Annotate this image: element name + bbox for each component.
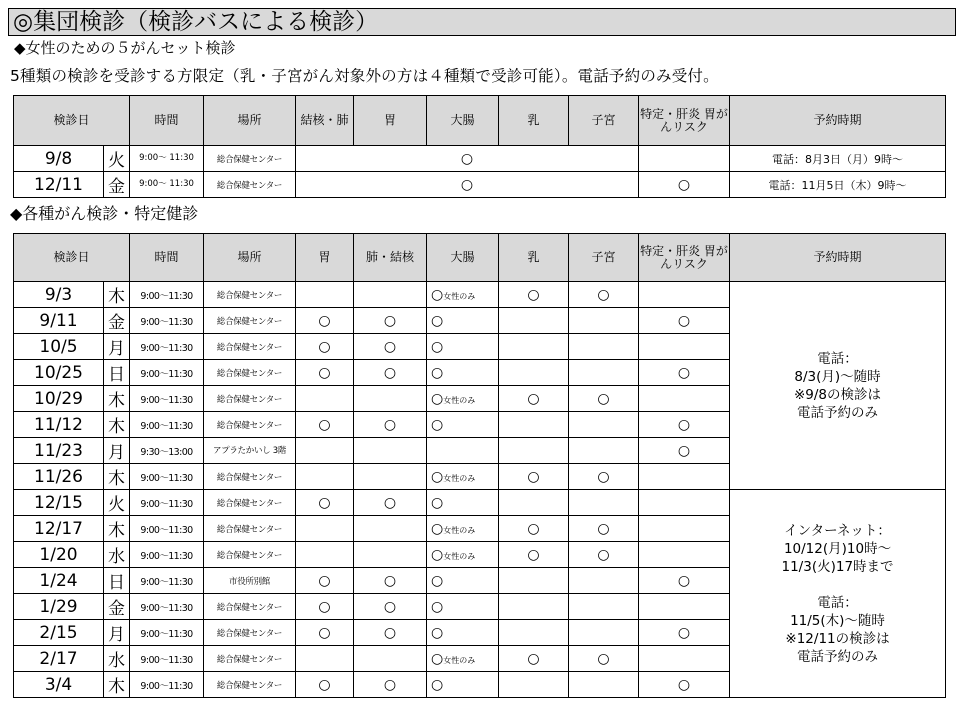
uterus-mark: ○ [569,646,639,672]
tokutei-mark [639,334,730,360]
colon-mark [427,282,499,308]
colon-symbol: ○ [431,286,444,303]
stomach-mark: ○ [296,334,354,360]
breast-mark: ○ [499,386,569,412]
colon-symbol: ○ [431,468,444,485]
exam-day: 木 [104,464,130,490]
exam-time: 9:00～11:30 [130,360,204,386]
colon-mark: ○ [427,360,499,386]
tokutei-mark [639,594,730,620]
colon-mark [427,542,499,568]
exam-date: 11/26 [14,464,104,490]
uterus-mark [569,490,639,516]
stomach-mark [296,542,354,568]
exam-time: 9:00～ 11:30 [130,146,204,172]
exam-day: 月 [104,438,130,464]
stomach-mark [296,516,354,542]
exam-day: 月 [104,334,130,360]
exam-day: 金 [104,172,130,198]
exam-date: 1/20 [14,542,104,568]
lung-mark [354,464,427,490]
colon-mark: ○ [427,672,499,698]
header-breast: 乳 [499,234,569,282]
colon-mark: ○ [427,620,499,646]
breast-mark [499,490,569,516]
lung-mark: ○ [354,490,427,516]
tokutei-mark: ○ [639,672,730,698]
stomach-mark: ○ [296,308,354,334]
uterus-mark [569,360,639,386]
exam-date: 2/17 [14,646,104,672]
header-date: 検診日 [14,234,130,282]
lung-mark: ○ [354,308,427,334]
reserve-period-a: 電話： 8/3(月)～随時 ※9/8の検診は 電話予約のみ [730,282,946,490]
exam-day: 木 [104,516,130,542]
header-lung: 結核・肺 [296,96,354,146]
lung-mark [354,386,427,412]
exam-date: 12/11 [14,172,104,198]
exam-time: 9:00～ 11:30 [130,172,204,198]
tokutei-mark [639,542,730,568]
stomach-mark: ○ [296,360,354,386]
female-only-note: 女性のみ [443,395,476,405]
colon-mark: ○ [427,568,499,594]
header-reserve: 予約時期 [730,96,946,146]
breast-mark [499,360,569,386]
header-time: 時間 [130,96,204,146]
exam-place: 総合保健センター [204,282,296,308]
exam-time: 9:00～11:30 [130,594,204,620]
exam-place: 総合保健センター [204,146,296,172]
lung-mark [354,282,427,308]
table-row [14,490,946,516]
exam-date: 1/24 [14,568,104,594]
set-mark: ○ [296,146,639,172]
colon-symbol: ○ [431,650,444,667]
uterus-mark: ○ [569,386,639,412]
exam-place: 総合保健センター [204,464,296,490]
uterus-mark [569,594,639,620]
colon-mark: ○ [427,334,499,360]
header-date: 検診日 [14,96,130,146]
tokutei-mark: ○ [639,568,730,594]
tokutei-mark: ○ [639,438,730,464]
header-place: 場所 [204,234,296,282]
exam-place: 総合保健センター [204,360,296,386]
exam-day: 金 [104,594,130,620]
breast-mark [499,308,569,334]
lung-mark: ○ [354,360,427,386]
stomach-mark: ○ [296,594,354,620]
exam-date: 2/15 [14,620,104,646]
breast-mark: ○ [499,542,569,568]
exam-date: 12/15 [14,490,104,516]
uterus-mark [569,438,639,464]
lung-mark [354,438,427,464]
uterus-mark [569,568,639,594]
tokutei-mark [639,146,730,172]
table-header-row [14,96,946,146]
colon-mark: ○ [427,594,499,620]
exam-time: 9:00～11:30 [130,568,204,594]
header-colon: 大腸 [427,96,499,146]
exam-day: 月 [104,620,130,646]
exam-time: 9:00～11:30 [130,308,204,334]
header-time: 時間 [130,234,204,282]
female-only-note: 女性のみ [443,473,476,483]
exam-time: 9:00～11:30 [130,464,204,490]
page-title: ◎集団検診（検診バスによる検診） [8,8,956,36]
uterus-mark: ○ [569,516,639,542]
breast-mark [499,438,569,464]
exam-place: アプラたかいし 3階 [204,438,296,464]
uterus-mark [569,672,639,698]
header-uterus: 子宮 [569,96,639,146]
exam-place: 総合保健センター [204,172,296,198]
section1-note: 5種類の検診を受診する方限定（乳・子宮がん対象外の方は４種類で受診可能）。電話予約のみ受付。 [10,67,719,85]
female-only-note: 女性のみ [443,525,476,535]
exam-place: 総合保健センター [204,308,296,334]
uterus-mark: ○ [569,542,639,568]
table-row [14,172,946,198]
exam-place: 総合保健センター [204,620,296,646]
exam-date: 9/3 [14,282,104,308]
tokutei-mark [639,516,730,542]
breast-mark: ○ [499,282,569,308]
exam-time: 9:00～11:30 [130,490,204,516]
colon-symbol: ○ [431,546,444,563]
header-uterus: 子宮 [569,234,639,282]
header-place: 場所 [204,96,296,146]
exam-day: 木 [104,412,130,438]
header-breast: 乳 [499,96,569,146]
exam-day: 火 [104,146,130,172]
female-only-note: 女性のみ [443,655,476,665]
exam-day: 木 [104,282,130,308]
header-lung: 肺・結核 [354,234,427,282]
female-only-note: 女性のみ [443,291,476,301]
exam-day: 水 [104,646,130,672]
exam-time: 9:30～13:00 [130,438,204,464]
exam-date: 11/23 [14,438,104,464]
exam-day: 日 [104,568,130,594]
exam-time: 9:00～11:30 [130,516,204,542]
header-tokutei: 特定・肝炎 胃がんリスク [639,96,730,146]
breast-mark [499,412,569,438]
uterus-mark [569,334,639,360]
exam-day: 水 [104,542,130,568]
table-header-row [14,234,946,282]
tokutei-mark: ○ [639,308,730,334]
exam-place: 総合保健センター [204,594,296,620]
stomach-mark [296,646,354,672]
exam-date: 1/29 [14,594,104,620]
exam-date: 11/12 [14,412,104,438]
exam-day: 木 [104,386,130,412]
stomach-mark [296,282,354,308]
header-tokutei: 特定・肝炎 胃がんリスク [639,234,730,282]
exam-date: 9/11 [14,308,104,334]
exam-place: 総合保健センター [204,412,296,438]
colon-mark [427,516,499,542]
exam-place: 総合保健センター [204,516,296,542]
exam-place: 市役所別館 [204,568,296,594]
stomach-mark: ○ [296,620,354,646]
breast-mark: ○ [499,516,569,542]
lung-mark: ○ [354,672,427,698]
reserve-period: 電話：8月3日（月）9時～ [730,146,946,172]
uterus-mark [569,308,639,334]
female-only-note: 女性のみ [443,551,476,561]
breast-mark: ○ [499,646,569,672]
table-row [14,282,946,308]
stomach-mark: ○ [296,672,354,698]
tokutei-mark [639,646,730,672]
exam-time: 9:00～11:30 [130,620,204,646]
tokutei-mark: ○ [639,172,730,198]
exam-date: 9/8 [14,146,104,172]
exam-time: 9:00～11:30 [130,542,204,568]
lung-mark [354,542,427,568]
breast-mark: ○ [499,464,569,490]
section1-heading: ◆女性のための５がんセット検診 [14,39,236,57]
stomach-mark: ○ [296,568,354,594]
exam-date: 10/25 [14,360,104,386]
exam-time: 9:00～11:30 [130,412,204,438]
breast-mark [499,568,569,594]
stomach-mark [296,438,354,464]
tokutei-mark: ○ [639,412,730,438]
uterus-mark: ○ [569,282,639,308]
table-row [14,146,946,172]
exam-place: 総合保健センター [204,386,296,412]
breast-mark [499,672,569,698]
tokutei-mark [639,386,730,412]
uterus-mark: ○ [569,464,639,490]
colon-mark: ○ [427,412,499,438]
lung-mark [354,516,427,542]
uterus-mark [569,620,639,646]
breast-mark [499,594,569,620]
exam-day: 金 [104,308,130,334]
reserve-period: 電話：11月5日（木）9時～ [730,172,946,198]
stomach-mark [296,386,354,412]
lung-mark: ○ [354,334,427,360]
colon-mark [427,386,499,412]
set-mark: ○ [296,172,639,198]
exam-time: 9:00～11:30 [130,334,204,360]
exam-time: 9:00～11:30 [130,672,204,698]
colon-mark: ○ [427,308,499,334]
exam-place: 総合保健センター [204,672,296,698]
lung-mark [354,646,427,672]
breast-mark [499,334,569,360]
exam-time: 9:00～11:30 [130,282,204,308]
stomach-mark: ○ [296,412,354,438]
uterus-mark [569,412,639,438]
lung-mark: ○ [354,412,427,438]
exam-date: 3/4 [14,672,104,698]
stomach-mark: ○ [296,490,354,516]
tokutei-mark [639,464,730,490]
header-stomach: 胃 [296,234,354,282]
exam-time: 9:00～11:30 [130,646,204,672]
tokutei-mark: ○ [639,620,730,646]
colon-symbol: ○ [431,520,444,537]
lung-mark: ○ [354,568,427,594]
exam-day: 火 [104,490,130,516]
reserve-period-b: インターネット： 10/12(月)10時～ 11/3(火)17時まで 電話： 11/5(木)～随時 ※12/11の検診は 電話予約のみ [730,490,946,698]
exam-place: 総合保健センター [204,490,296,516]
exam-time: 9:00～11:30 [130,386,204,412]
exam-day: 木 [104,672,130,698]
exam-place: 総合保健センター [204,334,296,360]
lung-mark: ○ [354,620,427,646]
colon-mark [427,438,499,464]
exam-place: 総合保健センター [204,542,296,568]
header-stomach: 胃 [354,96,427,146]
colon-mark: ○ [427,490,499,516]
tokutei-mark: ○ [639,360,730,386]
lung-mark: ○ [354,594,427,620]
header-colon: 大腸 [427,234,499,282]
tokutei-mark [639,490,730,516]
exam-date: 10/5 [14,334,104,360]
exam-date: 12/17 [14,516,104,542]
stomach-mark [296,464,354,490]
breast-mark [499,620,569,646]
tokutei-mark [639,282,730,308]
header-reserve: 予約時期 [730,234,946,282]
exam-day: 日 [104,360,130,386]
colon-symbol: ○ [431,390,444,407]
cancer-exam-table [13,233,946,698]
colon-mark [427,464,499,490]
section2-heading: ◆各種がん検診・特定健診 [10,204,199,223]
colon-mark [427,646,499,672]
exam-place: 総合保健センター [204,646,296,672]
set-exam-table [13,95,946,198]
exam-date: 10/29 [14,386,104,412]
